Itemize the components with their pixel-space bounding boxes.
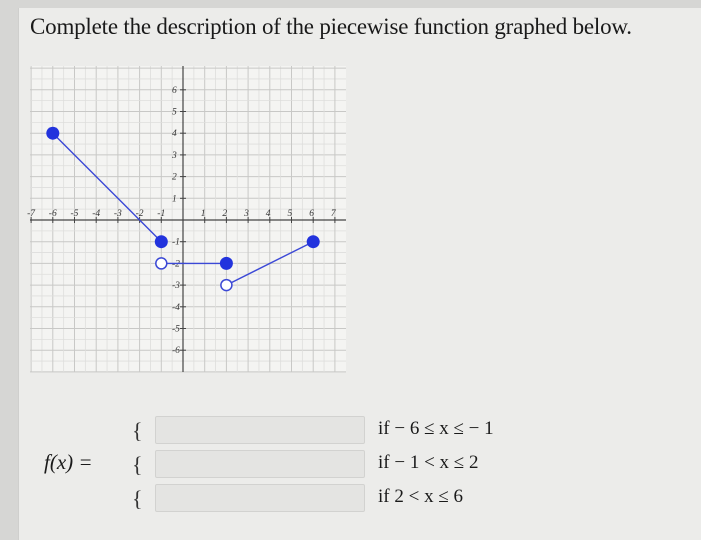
x-tick-label: 7 [330,209,336,219]
y-tick-label: -1 [172,237,180,248]
x-tick-label: -3 [113,209,122,219]
condition-2: if − 1 < x ≤ 2 [378,452,479,473]
filled-point [155,235,168,248]
open-point [221,280,232,291]
x-tick-label: 6 [309,209,314,219]
x-tick-label: 5 [287,209,293,219]
function-label [44,450,93,475]
x-tick-label: -1 [157,209,166,219]
y-tick-label: -3 [172,281,180,292]
x-tick-label: 3 [244,209,249,219]
y-tick-label: 6 [172,85,177,96]
y-tick-label: 5 [172,107,177,118]
brace-row-1: { [132,418,143,443]
y-tick-label: 4 [172,129,177,140]
piece-3-input[interactable] [155,484,365,512]
x-tick-label: -2 [135,209,144,219]
condition-1: if − 6 ≤ x ≤ − 1 [378,418,494,439]
filled-point [307,235,320,248]
y-tick-label: -4 [172,302,180,313]
x-tick-label: 1 [200,209,206,219]
piece-2-input[interactable] [155,450,365,478]
y-tick-label: 1 [172,194,177,205]
y-tick-label: 2 [172,172,177,183]
y-tick-label: -5 [172,324,180,335]
x-tick-label: 4 [265,209,271,219]
x-tick-label: -6 [48,209,57,219]
brace-row-2: { [132,452,143,477]
filled-point [46,127,59,140]
x-tick-label: -4 [92,209,101,219]
piece-1-input[interactable] [155,416,365,444]
open-point [156,258,167,269]
x-tick-label: -5 [70,209,79,219]
x-tick-label: -7 [27,209,36,219]
y-tick-label: 3 [172,150,177,161]
brace-row-3: { [132,486,143,511]
function-label-text: f(x) = [44,450,93,474]
graph-svg [27,66,346,372]
y-tick-label: -6 [172,346,180,357]
x-tick-label: 2 [222,209,228,219]
y-tick-label: -2 [172,259,180,270]
piecewise-graph [27,66,346,372]
condition-3: if 2 < x ≤ 6 [378,486,463,507]
filled-point [220,257,233,270]
question-text: Complete the description of the piecewise function graphed below. [30,14,632,39]
